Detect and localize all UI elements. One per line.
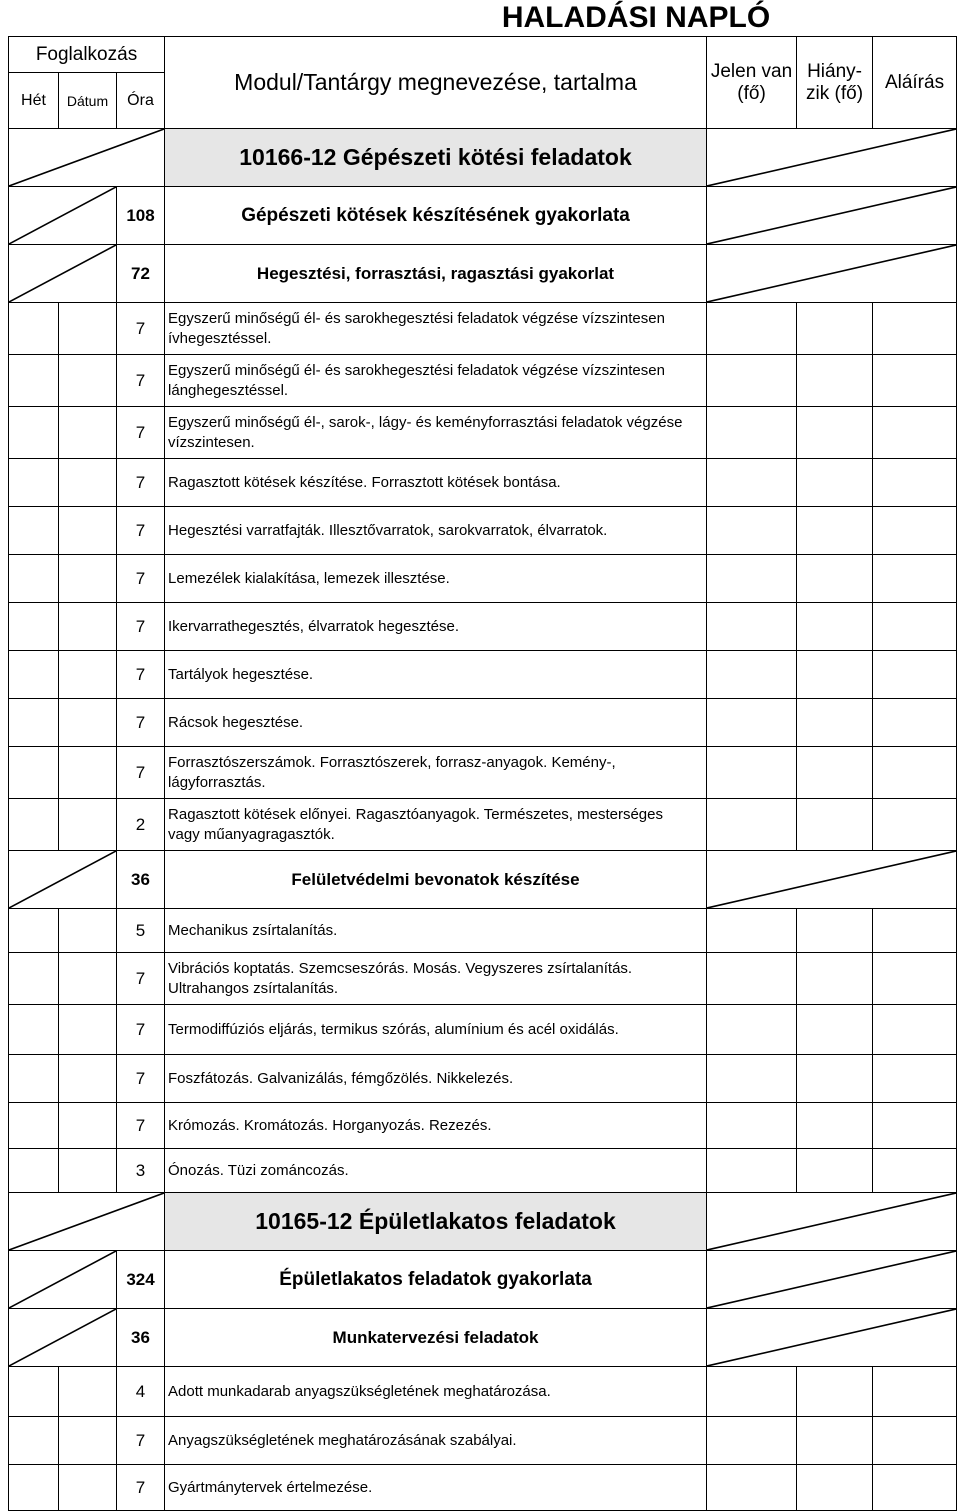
- content-line2: ívhegesztéssel.: [168, 329, 272, 347]
- table-row: [9, 303, 957, 355]
- diagonal-cell: [9, 129, 165, 187]
- diagonal-line: [707, 851, 956, 908]
- table-row: [9, 1309, 957, 1367]
- content-line1: Egyszerű minőségű él- és sarokhegesztési feladatok végzése vízszintesen: [168, 361, 665, 379]
- content-cell: Krómozás. Kromátozás. Horganyozás. Rezezés.: [165, 1103, 707, 1149]
- absent-cell[interactable]: [797, 603, 873, 651]
- week-cell[interactable]: [9, 603, 59, 651]
- diagonal-cell: [9, 851, 117, 909]
- week-cell[interactable]: [9, 747, 59, 799]
- hours-cell: 7: [117, 651, 165, 699]
- date-cell[interactable]: [59, 555, 117, 603]
- content-cell: [165, 953, 707, 1005]
- diagonal-line: [9, 187, 116, 244]
- hours-cell: 7: [117, 1417, 165, 1465]
- present-cell[interactable]: [707, 407, 797, 459]
- present-cell[interactable]: [707, 699, 797, 747]
- content-cell: Ikervarrathegesztés, élvarratok hegesztése.: [165, 603, 707, 651]
- content-cell: Hegesztési varratfajták. Illesztővarratok, sarokvarratok, élvarratok.: [165, 507, 707, 555]
- week-cell[interactable]: [9, 1005, 59, 1055]
- hours-cell: 7: [117, 459, 165, 507]
- hours-cell: 7: [117, 953, 165, 1005]
- diagonal-line: [707, 129, 956, 186]
- signature-cell[interactable]: [873, 1417, 957, 1465]
- table-row: [9, 1417, 957, 1465]
- present-cell[interactable]: [707, 555, 797, 603]
- absent-cell[interactable]: [797, 1005, 873, 1055]
- signature-cell[interactable]: [873, 1055, 957, 1103]
- table-row: [9, 651, 957, 699]
- table-row: [9, 799, 957, 851]
- content-cell: [165, 303, 707, 355]
- content-cell: Gyártmánytervek értelmezése.: [165, 1465, 707, 1511]
- week-cell[interactable]: [9, 507, 59, 555]
- absent-cell[interactable]: [797, 507, 873, 555]
- hours-cell: 3: [117, 1149, 165, 1193]
- date-cell[interactable]: [59, 1367, 117, 1417]
- progress-log-table: [8, 36, 956, 1507]
- date-cell[interactable]: [59, 407, 117, 459]
- signature-cell[interactable]: [873, 507, 957, 555]
- content-line1: Forrasztószerszámok. Forrasztószerek, forrasz-anyagok. Kemény-,: [168, 753, 616, 771]
- present-cell[interactable]: [707, 355, 797, 407]
- diagonal-cell: [707, 1251, 957, 1309]
- table-row: [9, 129, 957, 187]
- table-row: [9, 187, 957, 245]
- header-datum: Dátum: [59, 73, 117, 129]
- diagonal-line: [9, 1309, 116, 1366]
- absent-cell[interactable]: [797, 1055, 873, 1103]
- content-cell: Termodiffúziós eljárás, termikus szórás, alumínium és acél oxidálás.: [165, 1005, 707, 1055]
- hours-cell: 7: [117, 355, 165, 407]
- diagonal-cell: [707, 129, 957, 187]
- header-jelen-line1: Jelen van: [710, 60, 793, 82]
- week-cell[interactable]: [9, 355, 59, 407]
- content-line2: Ultrahangos zsírtalanítás.: [168, 979, 339, 997]
- date-cell[interactable]: [59, 303, 117, 355]
- present-cell[interactable]: [707, 303, 797, 355]
- table-row: [9, 1005, 957, 1055]
- diagonal-line: [707, 1309, 956, 1366]
- content-cell: Ragasztott kötések készítése. Forrasztott kötések bontása.: [165, 459, 707, 507]
- content-line1: Egyszerű minőségű él- és sarokhegesztési feladatok végzése vízszintesen: [168, 309, 665, 327]
- signature-cell[interactable]: [873, 459, 957, 507]
- diagonal-cell: [9, 1193, 165, 1251]
- table-row: [9, 909, 957, 953]
- week-cell[interactable]: [9, 799, 59, 851]
- hours-cell: 5: [117, 909, 165, 953]
- week-cell[interactable]: [9, 1149, 59, 1193]
- present-cell[interactable]: [707, 1367, 797, 1417]
- content-cell: Adott munkadarab anyagszükségletének meghatározása.: [165, 1367, 707, 1417]
- diagonal-cell: [707, 1193, 957, 1251]
- table-row: [9, 953, 957, 1005]
- absent-cell[interactable]: [797, 747, 873, 799]
- week-cell[interactable]: [9, 555, 59, 603]
- present-cell[interactable]: [707, 1417, 797, 1465]
- present-cell[interactable]: [707, 747, 797, 799]
- signature-cell[interactable]: [873, 953, 957, 1005]
- hours-cell: 7: [117, 1465, 165, 1511]
- date-cell[interactable]: [59, 355, 117, 407]
- diagonal-cell: [707, 851, 957, 909]
- present-cell[interactable]: [707, 953, 797, 1005]
- absent-cell[interactable]: [797, 1103, 873, 1149]
- diagonal-cell: [9, 1251, 117, 1309]
- content-line2: vízszintesen.: [168, 433, 255, 451]
- table-row: [9, 507, 957, 555]
- header-het: Hét: [9, 73, 59, 129]
- signature-cell[interactable]: [873, 407, 957, 459]
- header-hiany-line1: Hiány-: [807, 60, 862, 82]
- absent-cell[interactable]: [797, 459, 873, 507]
- diagonal-cell: [707, 1309, 957, 1367]
- content-cell: Rácsok hegesztése.: [165, 699, 707, 747]
- present-cell[interactable]: [707, 1005, 797, 1055]
- hours-cell: 7: [117, 1005, 165, 1055]
- signature-cell[interactable]: [873, 799, 957, 851]
- date-cell[interactable]: [59, 953, 117, 1005]
- date-cell[interactable]: [59, 799, 117, 851]
- absent-cell[interactable]: [797, 799, 873, 851]
- absent-cell[interactable]: [797, 953, 873, 1005]
- date-cell[interactable]: [59, 1055, 117, 1103]
- absent-cell[interactable]: [797, 407, 873, 459]
- hours-cell: 7: [117, 1055, 165, 1103]
- content-cell: [165, 355, 707, 407]
- diagonal-cell: [9, 1309, 117, 1367]
- section-title: 10165-12 Épületlakatos feladatok: [165, 1193, 707, 1251]
- header-hiany: [797, 37, 873, 129]
- signature-cell[interactable]: [873, 303, 957, 355]
- date-cell[interactable]: [59, 459, 117, 507]
- content-line2: lágyforrasztás.: [168, 773, 266, 791]
- signature-cell[interactable]: [873, 1367, 957, 1417]
- diagonal-line: [9, 129, 164, 186]
- week-cell[interactable]: [9, 1417, 59, 1465]
- date-cell[interactable]: [59, 1149, 117, 1193]
- signature-cell[interactable]: [873, 355, 957, 407]
- hours-cell: 7: [117, 407, 165, 459]
- signature-cell[interactable]: [873, 747, 957, 799]
- absent-cell[interactable]: [797, 1417, 873, 1465]
- section-title: 10166-12 Gépészeti kötési feladatok: [165, 129, 707, 187]
- signature-cell[interactable]: [873, 909, 957, 953]
- absent-cell[interactable]: [797, 1367, 873, 1417]
- header-alairas: Aláírás: [873, 37, 957, 129]
- table-row: [9, 459, 957, 507]
- header-modul: Modul/Tantárgy megnevezése, tartalma: [165, 37, 707, 129]
- hours-cell: 4: [117, 1367, 165, 1417]
- absent-cell[interactable]: [797, 1149, 873, 1193]
- week-cell[interactable]: [9, 909, 59, 953]
- content-line1: Vibrációs koptatás. Szemcseszórás. Mosás. Vegyszeres zsírtalanítás.: [168, 959, 633, 977]
- absent-cell[interactable]: [797, 1465, 873, 1511]
- date-cell[interactable]: [59, 1465, 117, 1511]
- table-row: [9, 1055, 957, 1103]
- content-line2: lánghegesztéssel.: [168, 381, 289, 399]
- content-cell: Foszfátozás. Galvanizálás, fémgőzölés. Nikkelezés.: [165, 1055, 707, 1103]
- week-cell[interactable]: [9, 699, 59, 747]
- topic-title: Munkatervezési feladatok: [165, 1309, 707, 1367]
- week-cell[interactable]: [9, 953, 59, 1005]
- content-cell: [165, 407, 707, 459]
- content-line2: vagy műanyagragasztók.: [168, 825, 335, 843]
- hours-cell: 7: [117, 507, 165, 555]
- week-cell[interactable]: [9, 1055, 59, 1103]
- signature-cell[interactable]: [873, 555, 957, 603]
- hours-cell: 36: [117, 851, 165, 909]
- table-row: [9, 851, 957, 909]
- hours-cell: 7: [117, 303, 165, 355]
- header-jelen-line2: (fő): [737, 82, 766, 104]
- table-row: [9, 1149, 957, 1193]
- table-row: [9, 1251, 957, 1309]
- signature-cell[interactable]: [873, 1149, 957, 1193]
- date-cell[interactable]: [59, 1005, 117, 1055]
- hours-cell: 7: [117, 699, 165, 747]
- present-cell[interactable]: [707, 651, 797, 699]
- present-cell[interactable]: [707, 1465, 797, 1511]
- signature-cell[interactable]: [873, 1103, 957, 1149]
- header-hiany-line2: zik (fő): [806, 82, 864, 104]
- content-cell: [165, 799, 707, 851]
- header-jelen: [707, 37, 797, 129]
- signature-cell[interactable]: [873, 651, 957, 699]
- week-cell[interactable]: [9, 303, 59, 355]
- diagonal-cell: [9, 187, 117, 245]
- date-cell[interactable]: [59, 909, 117, 953]
- hours-cell: 7: [117, 555, 165, 603]
- content-cell: Mechanikus zsírtalanítás.: [165, 909, 707, 953]
- diagonal-line: [9, 245, 116, 302]
- week-cell[interactable]: [9, 1367, 59, 1417]
- table-row: [9, 1367, 957, 1417]
- diagonal-line: [707, 187, 956, 244]
- date-cell[interactable]: [59, 507, 117, 555]
- table-row: [9, 1103, 957, 1149]
- hours-cell: 36: [117, 1309, 165, 1367]
- header-ora: Óra: [117, 73, 165, 129]
- diagonal-line: [9, 1251, 116, 1308]
- absent-cell[interactable]: [797, 699, 873, 747]
- hours-cell: 7: [117, 603, 165, 651]
- table-row: [9, 355, 957, 407]
- table-row: [9, 1465, 957, 1511]
- present-cell[interactable]: [707, 799, 797, 851]
- absent-cell[interactable]: [797, 909, 873, 953]
- table-row: [9, 603, 957, 651]
- date-cell[interactable]: [59, 1103, 117, 1149]
- date-cell[interactable]: [59, 699, 117, 747]
- date-cell[interactable]: [59, 603, 117, 651]
- hours-cell: 7: [117, 747, 165, 799]
- week-cell[interactable]: [9, 1103, 59, 1149]
- present-cell[interactable]: [707, 1055, 797, 1103]
- content-cell: Ónozás. Tüzi zománcozás.: [165, 1149, 707, 1193]
- date-cell[interactable]: [59, 747, 117, 799]
- signature-cell[interactable]: [873, 603, 957, 651]
- subject-title: Gépészeti kötések készítésének gyakorlata: [165, 187, 707, 245]
- table-row: [9, 747, 957, 799]
- absent-cell[interactable]: [797, 355, 873, 407]
- date-cell[interactable]: [59, 651, 117, 699]
- content-cell: Tartályok hegesztése.: [165, 651, 707, 699]
- content-cell: Lemezélek kialakítása, lemezek illesztése.: [165, 555, 707, 603]
- diagonal-cell: [707, 187, 957, 245]
- content-cell: [165, 747, 707, 799]
- topic-title: Hegesztési, forrasztási, ragasztási gyakorlat: [165, 245, 707, 303]
- present-cell[interactable]: [707, 603, 797, 651]
- diagonal-cell: [9, 245, 117, 303]
- topic-title: Felületvédelmi bevonatok készítése: [165, 851, 707, 909]
- date-cell[interactable]: [59, 1417, 117, 1465]
- hours-cell: 72: [117, 245, 165, 303]
- header-foglalkozas: Foglalkozás: [9, 37, 165, 73]
- content-line1: Ragasztott kötések előnyei. Ragasztóanyagok. Természetes, mesterséges: [168, 805, 663, 823]
- diagonal-line: [9, 1193, 164, 1250]
- table-row: [9, 1193, 957, 1251]
- absent-cell[interactable]: [797, 651, 873, 699]
- present-cell[interactable]: [707, 1103, 797, 1149]
- week-cell[interactable]: [9, 651, 59, 699]
- content-line1: Egyszerű minőségű él-, sarok-, lágy- és keményforrasztási feladatok végzése: [168, 413, 683, 431]
- present-cell[interactable]: [707, 459, 797, 507]
- signature-cell[interactable]: [873, 1005, 957, 1055]
- diagonal-line: [9, 851, 116, 908]
- present-cell[interactable]: [707, 909, 797, 953]
- content-cell: Anyagszükségletének meghatározásának szabályai.: [165, 1417, 707, 1465]
- page-title: HALADÁSI NAPLÓ: [501, 1, 771, 34]
- table-row: [9, 699, 957, 747]
- absent-cell[interactable]: [797, 303, 873, 355]
- signature-cell[interactable]: [873, 699, 957, 747]
- hours-cell: 2: [117, 799, 165, 851]
- signature-cell[interactable]: [873, 1465, 957, 1511]
- absent-cell[interactable]: [797, 555, 873, 603]
- week-cell[interactable]: [9, 1465, 59, 1511]
- table-row: [9, 407, 957, 459]
- diagonal-line: [707, 245, 956, 302]
- table-row: [9, 555, 957, 603]
- diagonal-line: [707, 1251, 956, 1308]
- diagonal-cell: [707, 245, 957, 303]
- subject-title: Épületlakatos feladatok gyakorlata: [165, 1251, 707, 1309]
- present-cell[interactable]: [707, 507, 797, 555]
- hours-cell: 108: [117, 187, 165, 245]
- week-cell[interactable]: [9, 459, 59, 507]
- hours-cell: 7: [117, 1103, 165, 1149]
- present-cell[interactable]: [707, 1149, 797, 1193]
- diagonal-line: [707, 1193, 956, 1250]
- table-row: [9, 245, 957, 303]
- week-cell[interactable]: [9, 407, 59, 459]
- hours-cell: 324: [117, 1251, 165, 1309]
